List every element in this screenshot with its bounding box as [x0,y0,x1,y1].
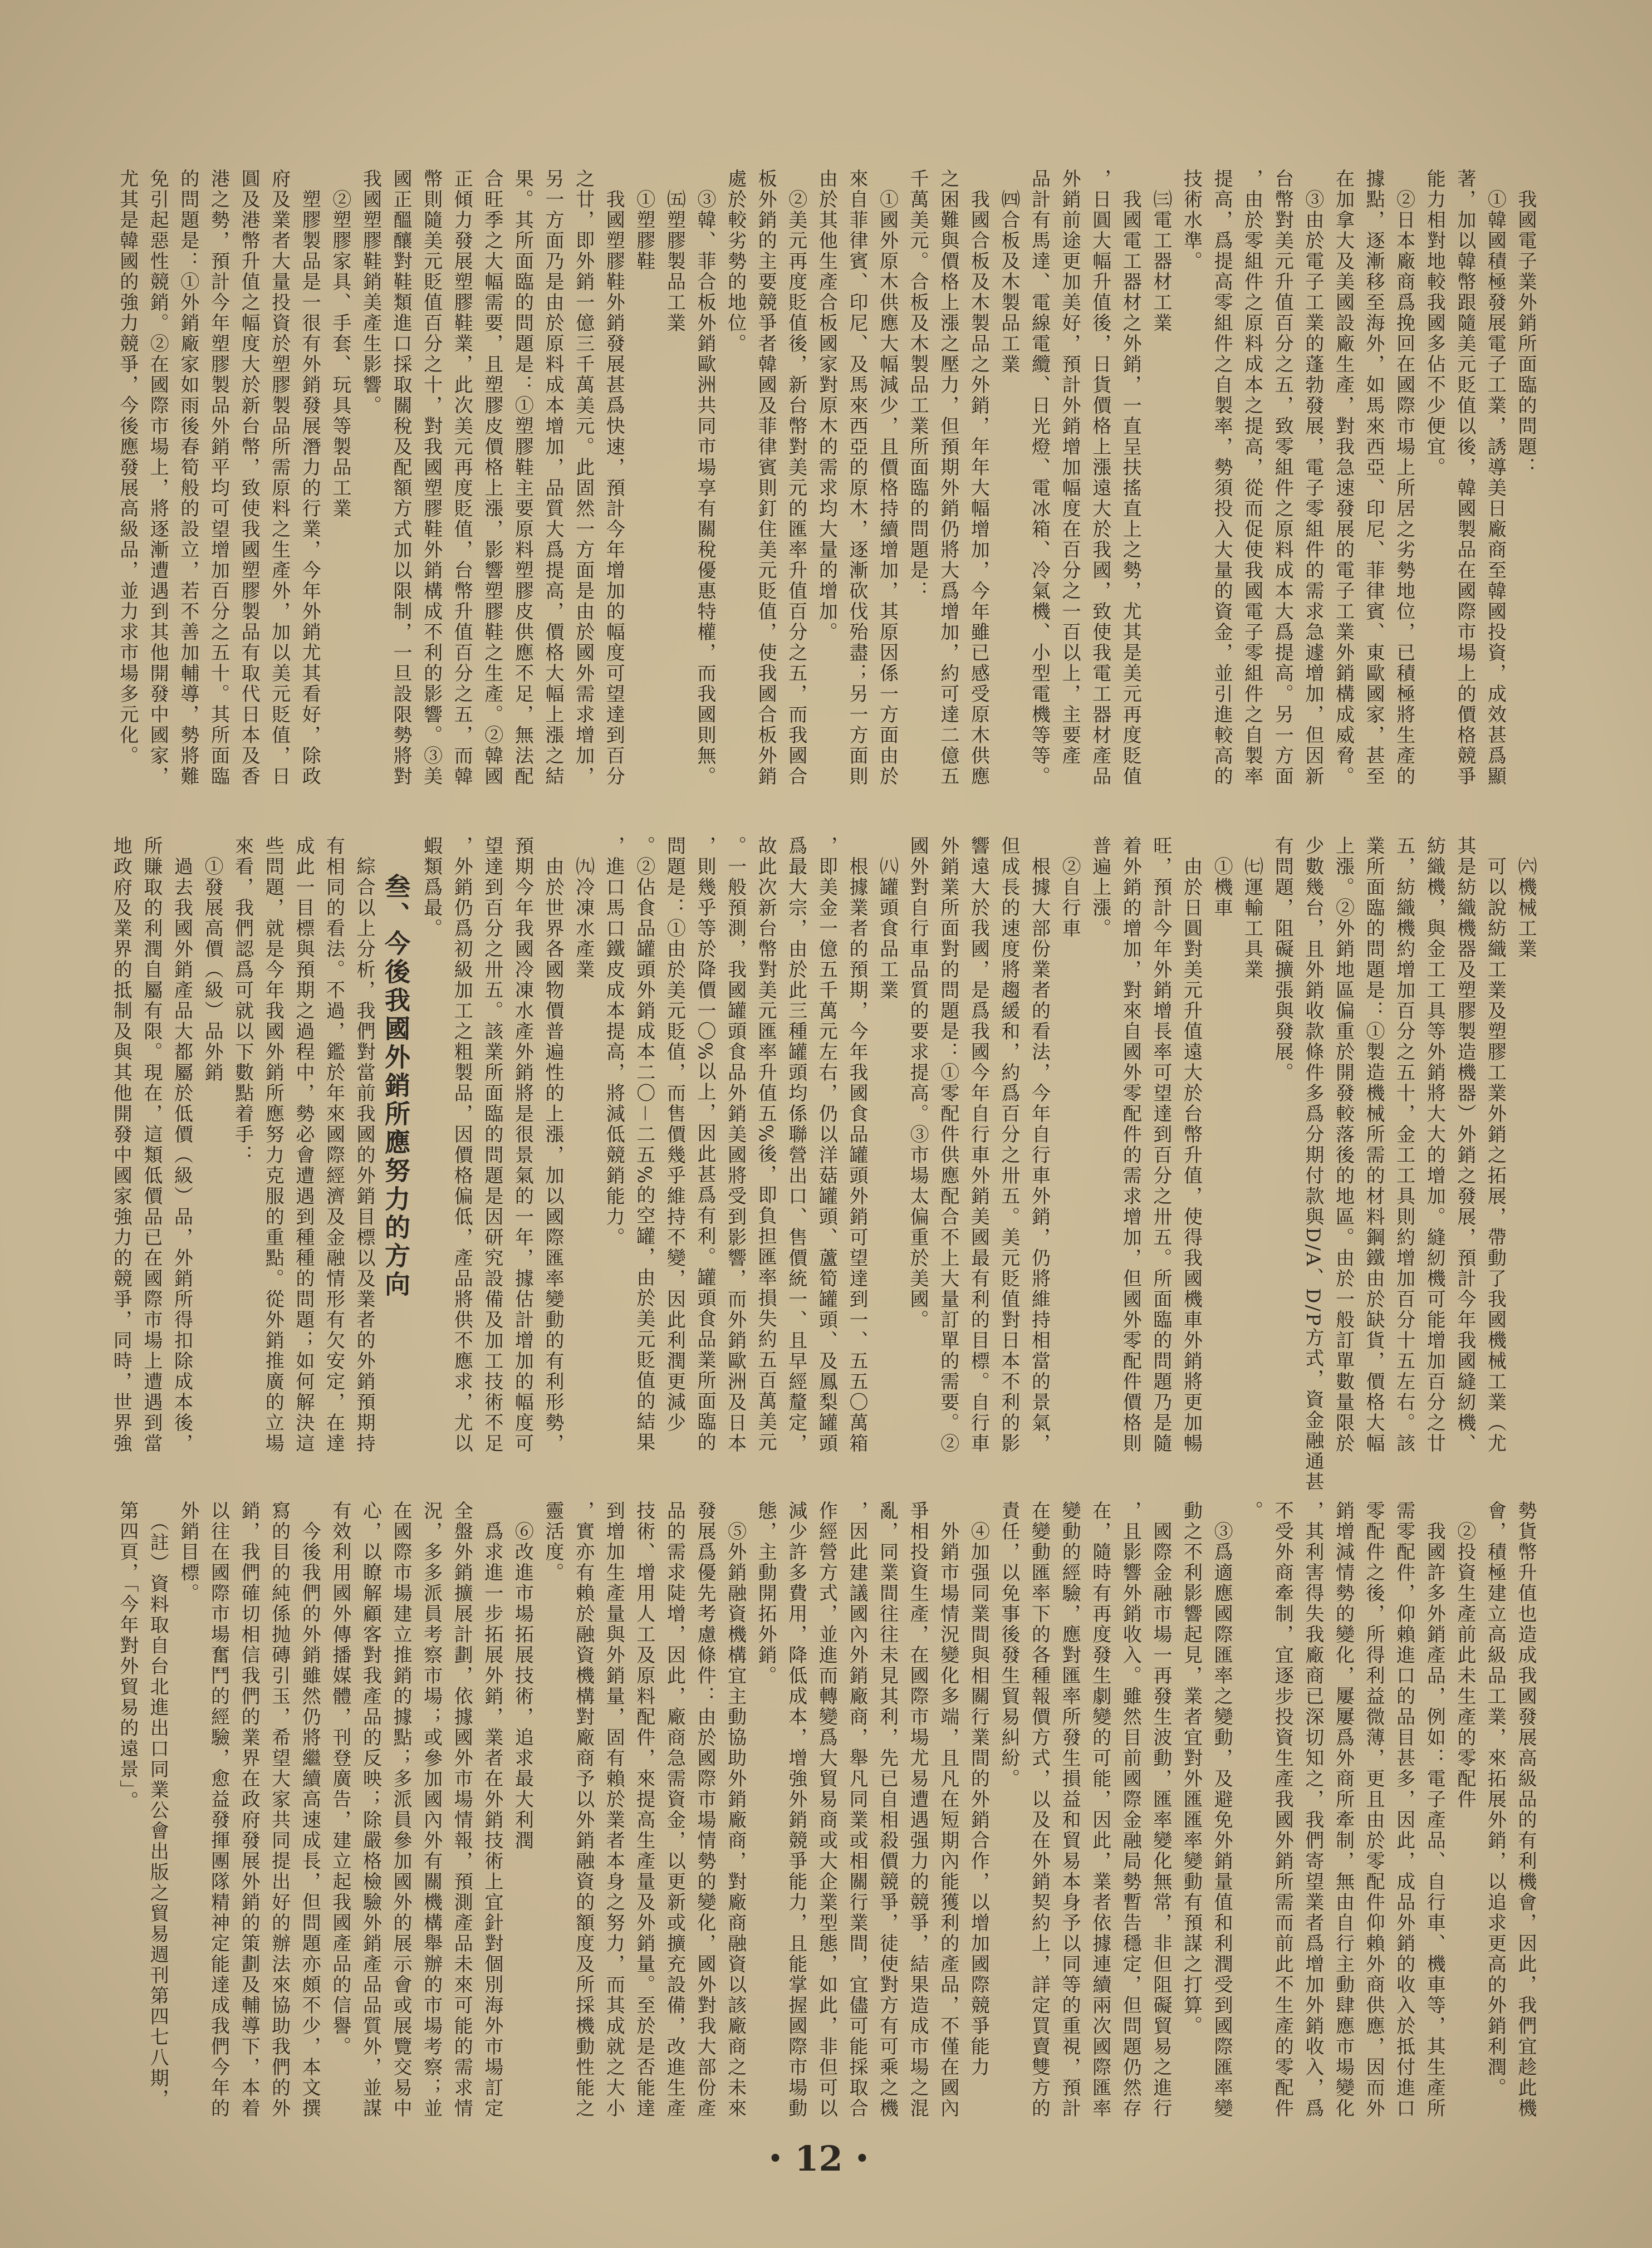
text-column: ，進口馬口鐵皮成本提高，將減低競銷能力。 [602,836,625,1248]
text-column: 有效利用國外傳播媒體，刊登廣告，建立起我國產品的信譽。 [329,1501,351,2057]
text-column: 外銷市場情況變化多端，且凡在短期內能獲利的產品，不僅在國內 [937,1501,959,2119]
text-column: 免引起惡性競銷。②在國際市場上，將逐漸遭遇到其他開發中國家， [146,169,169,787]
text-column: 爲最大宗，由於此三種罐頭均係聯營出口、售價統一、且早經釐定， [785,836,807,1454]
text-column: ，由於零組件之原料成本之提高，從而促使我國電子零組件之自製率 [1241,169,1263,787]
ornament-dot-left: • [768,2146,783,2172]
text-column: 爲求進一步拓展外銷，業者在外銷技術上宜針對個別海外市場訂定 [481,1501,503,2119]
text-column: 到增加生產量與外銷量，固有賴於業者本身之努力，而其成就之大小 [602,1501,625,2119]
text-column: 其是紡織機器及塑膠製造機器）外銷之發展，預計今年我國縫紉機、 [1453,836,1476,1454]
text-column: 動之不利影響起見，業者宜對外匯匯率變動有預謀之打算。 [1180,1501,1203,2036]
text-column: 在國際市場建立推銷的據點；多派員參加國外的展示會或展覽交易中 [390,1501,413,2119]
text-column: ①國外原木供應大幅減少，且價格持續增加，其原因係一方面由於 [876,169,899,787]
text-column: ②投資生產前此未生產的零配件 [1453,1501,1476,1810]
text-column: 以往在國際市場奮鬥的經驗，愈益發揮團隊精神定能達成我們今年的 [207,1501,230,2119]
article-band-bottom [112,1501,1541,2130]
text-column: 會，積極建立高級品工業，來拓展外銷，以追求更高的外銷利潤。 [1484,1501,1507,2098]
text-column: 但成長的速度將趨緩和，約爲百分之卅五。美元貶值對日本不利的影 [997,836,1020,1454]
text-column: 幣則隨美元貶值百分之十，對我國塑膠鞋外銷構成不利的影響。③美 [420,169,443,787]
text-column: 著，加以韓幣跟隨美元貶值以後，韓國製品在國際市場上的價格競爭 [1453,169,1476,787]
text-column: ①塑膠鞋 [633,169,655,272]
text-column: 由於日圓對美元升值遠大於台幣升值，使得我國機車外銷將更加暢 [1180,836,1203,1454]
text-column: 寫的目的純係抛磚引玉，希望大家共同提出好的辦法來協助我們的外 [268,1501,291,2119]
text-column: 減少許多費用，降低成本，增強外銷競爭能力，且能掌握國際市場動 [785,1501,807,2119]
text-column: ㈨冷凍水產業 [572,836,595,980]
text-column: ②塑膠家具、手套、玩具等製品工業 [329,169,351,519]
text-column: 可以說紡織工業及塑膠工業外銷之拓展，帶動了我國機械工業（尤 [1484,836,1507,1454]
text-column: 國際金融市場一再發生波動，匯率變化無常，非但阻礙貿易之進行 [1149,1501,1172,2119]
text-column: 。 [1241,1501,1263,1521]
text-column-group [112,169,1541,798]
text-column: ③由於電子工業的蓬勃發展，電子零組件的需求急遽增加，但因新 [1301,169,1324,787]
text-column: 我國電工器材之外銷，一直呈扶搖直上之勢，尤其是美元再度貶值 [1119,169,1142,787]
text-column: ，實亦有賴於融資機構對廠商予以外銷融資的額度及所採機動性能之 [572,1501,595,2119]
text-column: 有相同的看法。不過，鑑於年來國際經濟及金融情形有欠安定，在達 [322,836,345,1454]
text-column: ㈥機械工業 [1514,836,1537,959]
text-column: ，外銷仍爲初級加工之粗製品，因價格偏低，產品將供不應求，尤以 [450,836,473,1454]
text-column: 千萬美元。合板及木製品工業所面臨的問題是： [906,169,929,601]
text-column: 。②佔食品罐頭外銷成本二〇－二五%的空罐，由於美元貶值的結果 [633,836,655,1453]
text-column: 零配件之後，所得利益微薄，更且由於零配件仰賴外商供應，因而外 [1362,1501,1385,2119]
text-column: 着外銷的增加，對來自國外零配件的需求增加，但國外零配件價格則 [1119,836,1142,1454]
text-column: 不受外商牽制，宜逐步投資生產我國外銷所需而前此不生產的零配件 [1271,1501,1294,2119]
text-column: 果。其所面臨的問題是：①塑膠鞋主要原料塑膠皮供應不足，無法配 [511,169,534,787]
text-column: 之困難與價格上漲之壓力，但預期外銷仍將大爲增加，約可達二億五 [937,169,959,787]
text-column: 作經營方式，並進而轉變爲大貿易商或大企業型態，如此，非但可以 [815,1501,838,2119]
text-column: 根據大部份業者的看法，今年自行車外銷，仍將維持相當的景氣， [1028,836,1051,1454]
text-column: ，即美金一億五千萬元左右，仍以洋菇罐頭、蘆筍罐頭、及鳳梨罐頭 [815,836,838,1454]
page-number: 12 [795,2138,843,2179]
text-column: 需零配件，仰賴進口的品目甚多，因此，成品外銷的收入於抵付進口 [1393,1501,1415,2119]
text-column: 由於其他生產合板國家對原木的需求均大量的增加。 [815,169,838,643]
text-column: 成此一目標與預期之過程中，勢必會遭遇到種種的問題；如何解決這 [292,836,315,1454]
article-band-top [112,169,1541,798]
text-column: 銷，我們確切相信我們的業界在政府發展外銷的策劃及輔導下，本着 [238,1501,261,2119]
text-column: 綜合以上分析，我們對當前我國的外銷目標以及業者的外銷預期持 [353,836,376,1454]
text-column: 些問題，就是今年我國外銷所應努力克服的重點。從外銷推廣的立場 [262,836,285,1454]
text-column: 我國塑膠鞋銷美產生影響。 [359,169,382,416]
text-column: 過去我國外銷產品大都屬於低價（級）品，外銷所得扣除成本後， [170,836,193,1454]
text-column: 正傾力發展塑膠鞋業，此次美元再度貶值，台幣升值百分之五，而韓 [450,169,473,787]
text-column: ⑥改進市場拓展技術，追求最大利潤 [511,1501,534,1851]
text-column: 旺，預計今年外銷增長率可望達到百分之卅五。所面臨的問題乃是隨 [1149,836,1172,1454]
text-column: 心，以瞭解顧客對我產品的反映；除嚴格檢驗外銷產品品質外，並謀 [359,1501,382,2119]
text-column: ①機車 [1210,836,1233,918]
text-column: ⑤外銷融資機構宜主動協助外銷廠商，對廠商融資以該廠商之未來 [724,1501,747,2119]
text-column: ㈦運輸工具業 [1241,836,1263,980]
text-column: 外銷目標。 [177,1501,199,1604]
text-column: 少數幾台，且外銷收款條件多爲分期付款與D/A、D/P方式，資金融通甚 [1301,836,1324,1492]
text-column: 發展爲優先考慮條件：由於國際市場情勢的變化，國外對我大部份產 [693,1501,716,2119]
page-footer [0,2138,1652,2179]
text-column-group [112,1501,1541,2130]
text-column: 上漲。②外銷地區偏重於開發較落後的地區。由於一般訂單數量限於 [1332,836,1355,1454]
text-column: 塑膠製品是一很有外銷發展潛力的行業，今年外銷尤其看好，除政 [298,169,321,787]
text-column: ，因此建議國內外銷廠商，舉凡同業或相關行業間，宜儘可能採取合 [845,1501,868,2119]
text-column: 來看，我們認爲可就以下數點着手： [231,836,254,1165]
text-column: 外銷業所面對的問題是：①零配件供應配合不上大量訂單的需要。② [937,836,959,1454]
text-column: 態，主動開拓外銷。 [754,1501,777,1686]
text-column: 國正醞釀對鞋類進口採取關稅及配額方式加以限制，一旦設限勢將對 [390,169,413,787]
text-column: ①韓國積極發展電子工業，誘導美日廠商至韓國投資，成效甚爲顯 [1484,169,1507,787]
text-column: ②日本廠商爲挽回在國際市場上所居之劣勢地位，已積極將生產的 [1393,169,1415,787]
text-column: 蝦類爲最。 [420,836,443,939]
text-column: 板外銷的主要競爭者韓國及菲律賓則釘住美元貶值，使我國合板外銷 [754,169,777,787]
text-column: 據點，逐漸移至海外，如馬來西亞、印尼、菲律賓、東歐國家，甚至 [1362,169,1385,787]
text-column: 另一方面乃是由於原料成本增加，品質大爲提高，價格大幅上漲之結 [542,169,564,787]
text-column: 今後我們的外銷雖然仍將繼續高速成長，但問題亦頗不少，本文撰 [298,1501,321,2119]
text-column: 業所面臨的問題是：①製造機械所需的材料鋼鐵由於缺貨，價格大幅 [1362,836,1385,1454]
ornament-dot-right: • [855,2146,870,2172]
text-column: 府及業者大量投資於塑膠製品所需原料之生產外，加以美元貶值，日 [268,169,291,787]
text-column: ，日圓大幅升值後，日貨價格上漲遠大於我國，致使我電工器材產品 [1089,169,1111,787]
text-column: 由於世界各國物價普遍性的上漲，加以國際匯率變動的有利形勢， [542,836,564,1454]
text-column: 紡織機，與金工工具等外銷將大大的增加。縫紉機可能增加百分之廿 [1423,836,1446,1454]
text-column: 技術水準。 [1180,169,1203,272]
text-column: 亂，同業間往往未見其利，先已自相殺價競爭，徒使對方有可乘之機 [876,1501,899,2119]
text-column: ①發展高價（級）品外銷 [201,836,224,1083]
text-column: 望達到百分之卅五。該業所面臨的問題是因研究設備及加工技術不足 [481,836,503,1454]
text-column: ②自行車 [1058,836,1081,939]
text-column-group [106,836,379,1465]
text-column: 技術、增用人工及原料配件，來提高生產量及外銷量。至於是否能達 [633,1501,655,2119]
text-column: 在變動匯率下的各種報價方式，以及在外銷契約上，詳定買賣雙方的 [1028,1501,1051,2119]
text-column: ，其利害得失我廠商已深切知之，我們寄望業者爲增加外銷收入，爲 [1301,1501,1324,2119]
text-column: 我國合板及木製品之外銷，年年大幅增加，今年雖已感受原木供應 [967,169,990,787]
text-column: 在加拿大及美國設廠生產，對我急速發展的電子工業外銷構成威脅。 [1332,169,1355,787]
text-column: 品的需求陡增，因此，廠商急需資金，以更新或擴充設備，改進生產 [663,1501,686,2119]
text-column: 全盤外銷擴展計劃，依據國外市場情報，預測產品未來可能的需求情 [450,1501,473,2119]
text-column: 靈活度。 [542,1501,564,1583]
text-column: 問題是：①由於美元貶值，而售價幾乎維持不變，因此利潤更減少 [663,836,686,1433]
text-column: 之廿，即外銷一億三千萬美元。此固然一方面是由於國外需求增加， [572,169,595,787]
text-column: 尤其是韓國的強力競爭，今後應發展高級品，並力求市場多元化。 [116,169,139,766]
text-column: 圓及港幣升值之幅度大於新台幣，致使我國塑膠製品有取代日本及香 [238,169,261,787]
text-column: 外銷前途更加美好，預計外銷增加幅度在百分之一百以上，主要產 [1058,169,1081,766]
text-column: 變動的經驗，應對匯率所發生損益和貿易本身予以同等的重視，預計 [1058,1501,1081,2119]
text-column: ，則幾乎等於降價一〇%以上，因此甚爲有利。罐頭食品業所面臨的 [693,836,716,1453]
text-column: 我國電子業外銷所面臨的問題： [1514,169,1537,478]
text-column: 我國許多外銷產品，例如：電子產品、自行車、機車等，其生產所 [1423,1501,1446,2119]
text-column: ③韓、菲合板外銷歐洲共同市場享有關稅優惠特權，而我國則無。 [693,169,716,787]
text-column: 五，紡織機約增加百分之五十，金工工具則約增加百分十五左右。該 [1393,836,1415,1454]
text-column: 港之勢，預計今年塑膠製品外銷平均可望增加百分之五十。其所面臨 [207,169,230,787]
text-column: 台幣對美元升值百分之五，致零組件之原料成本大爲提高。另一方面 [1271,169,1294,787]
text-column: ③爲適應國際匯率之變動，及避免外銷量值和利潤受到國際匯率變 [1210,1501,1233,2119]
text-column: ㈤塑膠製品工業 [663,169,686,334]
text-column: ，且影響外銷收入。雖然目前國際金融局勢暫告穩定，但問題仍然存 [1119,1501,1142,2119]
text-column: 品計有馬達、電線電纜、日光燈、電冰箱、冷氣機、小型電機等等。 [1028,169,1051,787]
text-column: 國外對自行車品質的要求提高。③市場太偏重於美國。 [906,836,929,1330]
text-column: （註）資料取自台北進出口同業公會出版之貿易週刊第四七八期， [146,1501,169,2109]
text-column: 所賺取的利潤自屬有限。現在，這類低價品已在國際市場上遭遇到當 [140,836,163,1454]
text-column: 第四頁，「今年對外貿易的遠景」。 [116,1501,139,1811]
text-column: 。一般預測，我國罐頭食品外銷美國將受到影響，而外銷歐洲及日本 [724,836,747,1454]
text-column: 勢貨幣升值也造成我國發展高級品的有利機會，因此，我們宜趁此機 [1514,1501,1537,2119]
text-column: 響遠大於我國，是爲我國今年自行車外銷美國最有利的目標。自行車 [967,836,990,1454]
text-column: 來自菲律賓、印尼、及馬來西亞的原木，逐漸砍伐殆盡；另一方面則 [845,169,868,787]
text-column: 故此次新台幣對美元匯率升值五%後，即負担匯率損失約五百萬美元 [754,836,777,1453]
text-column: 能力相對地較我國多佔不少便宜。 [1423,169,1446,478]
text-column: ㈧罐頭食品工業 [876,836,899,1001]
text-column: ㈢電工器材工業 [1149,169,1172,334]
text-column: 在，隨時有再度發生劇變的可能，因此，業者依據連續兩次國際匯率 [1089,1501,1111,2119]
text-column: 提高，爲提高零組件之自製率，勢須投入大量的資金，並引進較高的 [1210,169,1233,787]
text-column: 合旺季之大幅需要，且塑膠皮價格上漲，影響塑膠鞋之生產。②韓國 [481,169,503,787]
text-column: ㈣合板及木製品工業 [997,169,1020,375]
text-column: 有問題，阻礙擴張與發展。 [1271,836,1294,1083]
text-column: ④加强同業間與相關行業間的外銷合作，以增加國際競爭能力 [967,1501,990,2078]
text-column: 普遍上漲。 [1089,836,1111,939]
text-column: 爭相投資生產，在國際市場尤易遭遇强力的競爭，結果造成市場之混 [906,1501,929,2119]
text-column: ②美元再度貶值後，新台幣對美元的匯率升值百分之五，而我國合 [785,169,807,787]
text-column: 處於較劣勢的地位。 [724,169,747,354]
text-column: 預期今年我國冷凍水產外銷將是很景氣的一年，據估計增加的幅度可 [511,836,534,1454]
section-heading: 叁、今後我國外銷所應努力的方向 [381,873,411,1299]
text-column: 根據業者的預期，今年我國食品罐頭外銷可望達到一、五五〇萬箱 [845,836,868,1454]
text-column: 我國塑膠鞋外銷發展甚爲快速，預計今年增加的幅度可望達到百分 [602,169,625,787]
article-band-middle [106,836,1541,1492]
text-column-group [416,836,1541,1492]
text-column: 責任，以免事後發生貿易糾紛。 [997,1501,1020,1789]
text-column: 況，多多派員考察市場；或參加國內外有關機構舉辦的市場考察；並 [420,1501,443,2119]
text-column: 的問題是：①外銷廠家如雨後春筍般的設立，若不善加輔導，勢將難 [177,169,199,787]
text-column: 銷增減情勢的變化，屢屢爲外商所牽制，無由自行主動肆應市場變化 [1332,1501,1355,2119]
text-column: 地政府及業界的抵制及與其他開發中國家強力的競爭，同時，世界強 [110,836,133,1454]
